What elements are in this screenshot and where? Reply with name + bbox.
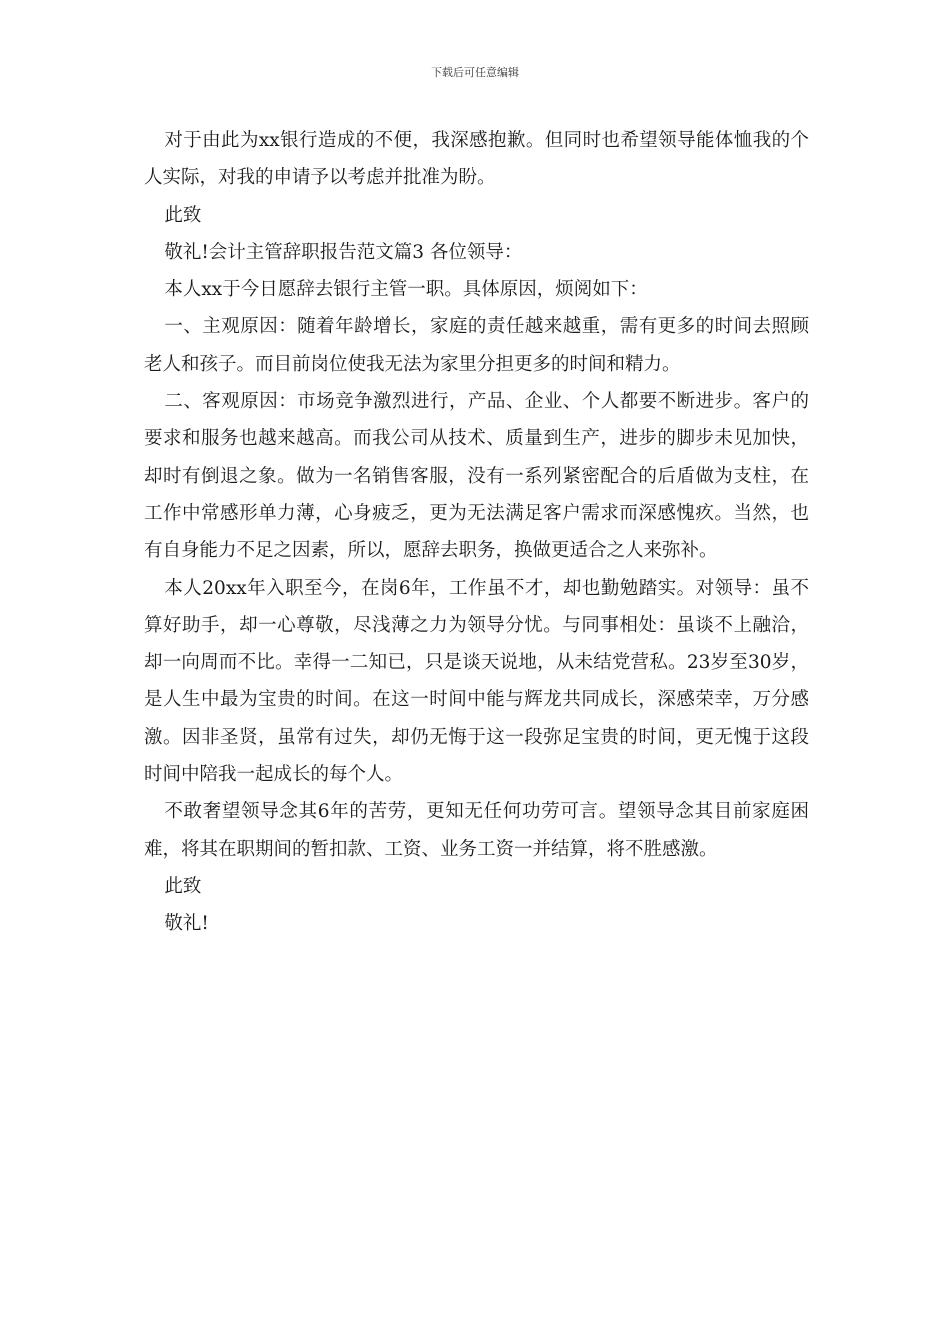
document-body [144,122,809,943]
paragraph-closing-salutation: 此致 [164,204,202,226]
paragraph-subjective-reason: 一、主观原因：随着年龄增长，家庭的责任越来越重，需有更多的时间去照顾老人和孩子。而目前岗位使我无法为家里分担更多的时间和精力。 [144,316,809,375]
paragraph-work-history: 本人20xx年入职至今，在岗6年，工作虽不才，却也勤勉踏实。对领导：虽不算好助手，却一心尊敬，尽浅薄之力为领导分忧。与同事相处：虽谈不上融洽，却一向周而不比。幸得一二知已，只是谈天说地，从未结党营私。23岁至30岁，是人生中最为宝贵的时间。在这一时间中能与辉龙共同成长，深感荣幸，万分感激。因非圣贤，虽常有过失，却仍无悔于这一段弥足宝贵的时间，更无愧于这段时间中陪我一起成长的每个人。 [144,577,809,786]
paragraph-regards: 敬礼! [164,913,209,935]
paragraph-objective-reason: 二、客观原因：市场竞争激烈进行，产品、企业、个人都要不断进步。客户的要求和服务也越来越高。而我公司从技术、质量到生产，进步的脚步未见加快，却时有倒退之象。做为一名销售客服，没有一系列紧密配合的后盾做为支柱，在工作中常感形单力薄，心身疲乏，更为无法满足客户需求而深感愧疚。当然，也有自身能力不足之因素，所以，愿辞去职务，换做更适合之人来弥补。 [144,391,809,562]
page-header: 下载后可任意编辑 [431,66,519,79]
paragraph-intro: 本人xx于今日愿辞去银行主管一职。具体原因，烦阅如下： [164,279,648,301]
paragraph-apology: 对于由此为xx银行造成的不便，我深感抱歉。但同时也希望领导能体恤我的个人实际，对我的申请予以考虑并批准为盼。 [144,130,809,189]
paragraph-request: 不敢奢望领导念其6年的苦劳，更知无任何功劳可言。望领导念其目前家庭困难，将其在职期间的暂扣款、工资、业务工资一并结算，将不胜感激。 [144,801,809,860]
paragraph-closing-salutation-2: 此致 [164,875,202,897]
paragraph-regards-and-title: 敬礼!会计主管辞职报告范文篇3 各位领导： [164,241,523,263]
